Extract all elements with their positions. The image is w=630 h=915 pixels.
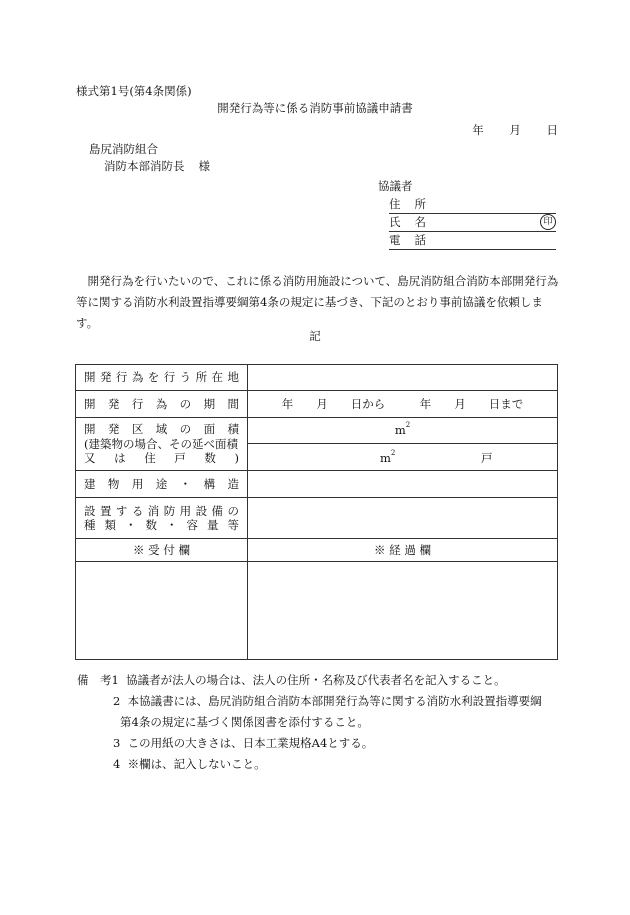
date-line: 年 月 日 xyxy=(472,123,558,137)
addressee-title: 消防本部消防長 xyxy=(104,159,185,173)
facility-row xyxy=(76,498,558,539)
note-item: 4 ※欄は、記入しないこと。 xyxy=(113,757,266,771)
location-row xyxy=(76,365,558,391)
area-row-1 xyxy=(76,418,558,444)
note-item: 備 考1 協議者が法人の場合は、法人の住所・名称及び代表者名を記入すること。 xyxy=(77,673,506,687)
area-field[interactable] xyxy=(248,418,558,444)
notes-section xyxy=(77,670,542,775)
note-item: 3 この用紙の大きさは、日本工業規格A4とする。 xyxy=(113,736,374,750)
honorific: 様 xyxy=(198,159,210,173)
applicant-label: 協議者 xyxy=(378,179,413,193)
progress-field[interactable] xyxy=(248,562,558,660)
address-label: 住所 xyxy=(389,197,440,211)
addressee-organization: 島尻消防組合 xyxy=(89,142,158,156)
phone-label: 電話 xyxy=(389,233,440,247)
location-field[interactable] xyxy=(248,365,558,391)
area-unit: $m^2$ xyxy=(394,421,411,438)
application-table xyxy=(75,364,558,660)
period-label: 開発行為の期間 xyxy=(76,391,248,418)
form-number: 様式第1号(第4条関係) xyxy=(76,84,192,98)
use-label: 建物用途・構造 xyxy=(76,471,248,498)
progress-header: ※ 経 過 欄 xyxy=(248,539,558,562)
ki-heading: 記 xyxy=(309,329,321,343)
reception-field[interactable] xyxy=(76,562,248,660)
name-line[interactable] xyxy=(389,214,556,232)
addressee-person xyxy=(104,160,210,174)
floor-area-field[interactable] xyxy=(248,444,558,471)
seal-mark-icon: 印 xyxy=(540,214,556,230)
units-unit: 戸 xyxy=(481,451,493,465)
facility-label-2: 種類・数・容量等 xyxy=(84,518,239,532)
notes-prefix: 備 考 xyxy=(77,673,112,687)
address-line[interactable] xyxy=(389,196,556,214)
note-item: 2 本協議書には、島尻消防組合消防本部開発行為等に関する消防水利設置指導要綱 xyxy=(113,694,542,708)
area-label-2: (建築物の場合、その延べ面積 xyxy=(84,436,238,451)
area-label-3: 又は住戸数) xyxy=(84,451,239,466)
remarks-header-row xyxy=(76,539,558,562)
facility-field[interactable] xyxy=(248,498,558,539)
location-label: 開発行為を行う所在地 xyxy=(76,365,248,391)
note-item-continued: 第4条の規定に基づく関係図書を添付すること。 xyxy=(120,715,369,729)
use-row xyxy=(76,471,558,498)
area-label-cell xyxy=(76,418,248,471)
period-field[interactable]: 年 月 日から 年 月 日まで xyxy=(248,391,558,418)
use-field[interactable] xyxy=(248,471,558,498)
floor-area-unit: $m^2$ xyxy=(380,449,396,465)
remarks-body-row xyxy=(76,562,558,660)
phone-line[interactable] xyxy=(389,232,556,250)
body-paragraph: 開発行為を行いたいので、これに係る消防用施設について、島尻消防組合消防本部開発行為等に関する消防水利設置指導要綱第4条の規定に基づき、下記のとおり事前協議を依頼します。 xyxy=(76,274,559,330)
reception-header: ※ 受 付 欄 xyxy=(76,539,248,562)
name-label: 氏名 xyxy=(389,215,440,229)
facility-label-cell xyxy=(76,498,248,539)
facility-label-1: 設置する消防用設備の xyxy=(84,503,239,518)
document-title: 開発行為等に係る消防事前協議申請書 xyxy=(217,101,413,115)
period-row xyxy=(76,391,558,418)
area-label-1: 開発区域の面積 xyxy=(84,422,239,437)
